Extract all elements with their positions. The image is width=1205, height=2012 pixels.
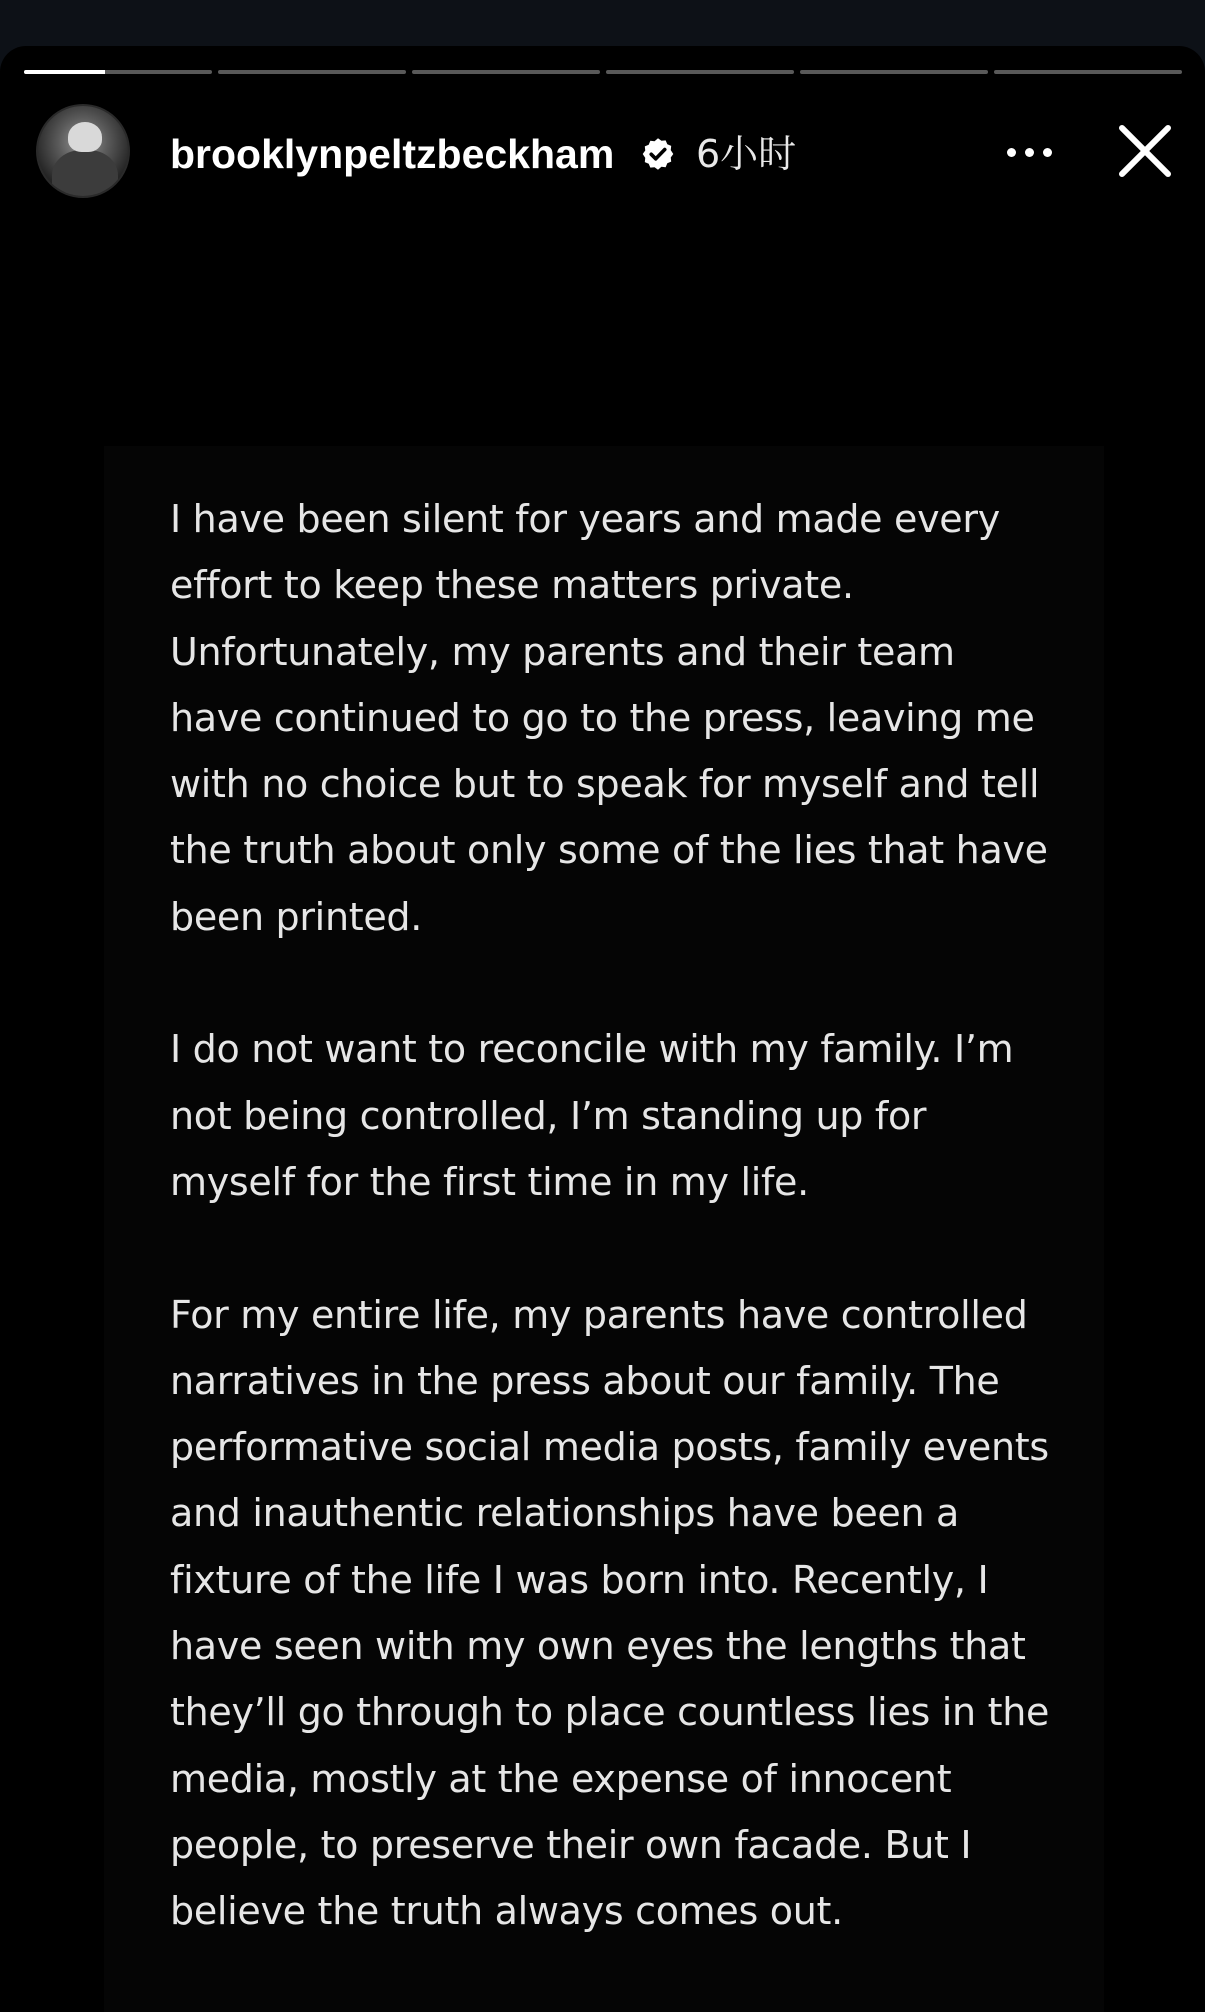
avatar[interactable]: [36, 104, 130, 198]
more-horizontal-icon: [1007, 148, 1016, 157]
more-options-button[interactable]: [996, 132, 1062, 172]
more-horizontal-icon-dot: [1025, 148, 1034, 157]
progress-segment-2: [218, 70, 406, 74]
progress-segment-5: [800, 70, 988, 74]
story-statement-text: [170, 486, 1050, 2011]
statement-paragraph-1: I have been silent for years and made every effort to keep these matters private. Unfortunately, my parents and their team have continued to go to the press, leaving me with no choice but to speak for myself and tell the truth about only some of the lies that have been printed.: [170, 497, 1048, 939]
avatar-figure-head: [68, 122, 102, 152]
username[interactable]: brooklynpeltzbeckham: [170, 131, 615, 177]
story-header: [36, 102, 1176, 200]
progress-segment-6: [994, 70, 1182, 74]
story-viewer[interactable]: [0, 46, 1205, 2012]
progress-segment-1: [24, 70, 212, 74]
statement-paragraph-3: For my entire life, my parents have controlled narratives in the press about our family. The performative social media posts, family events and inauthentic relationships have been a fixture of the life I was born into. Recently, I have seen with my own eyes the lengths that they’ll go through to place countless lies in the media, mostly at the expense of innocent people, to preserve their own facade. But I believe the truth always comes out.: [170, 1292, 1050, 1934]
avatar-figure-body: [52, 150, 118, 198]
statement-paragraph-2: I do not want to reconcile with my family. I’m not being controlled, I’m standing up for myself for the first time in my life.: [170, 1027, 1014, 1204]
progress-segment-fill: [24, 70, 105, 74]
story-progress-bar: [24, 70, 1182, 76]
progress-segment-3: [412, 70, 600, 74]
verified-badge-icon: [640, 136, 676, 172]
more-horizontal-icon-dot: [1043, 148, 1052, 157]
progress-segment-4: [606, 70, 794, 74]
post-timestamp: 6小时: [696, 132, 797, 176]
close-icon[interactable]: [1110, 116, 1180, 186]
